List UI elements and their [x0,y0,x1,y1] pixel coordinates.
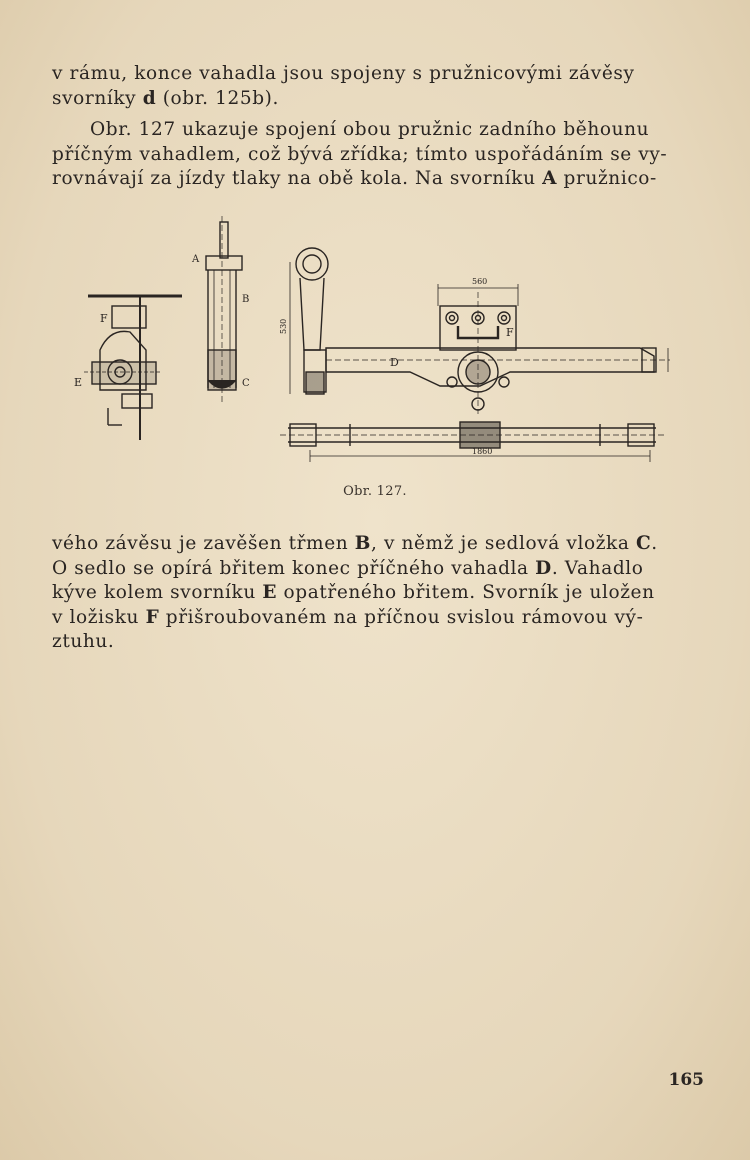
label-f-left: F [100,312,108,325]
paragraph-3 [52,532,700,655]
page-number: 165 [668,1070,704,1090]
beam-view [279,248,670,414]
label-a: A [192,254,200,265]
label-d: D [390,356,399,369]
text-line: v ložisku F přišroubovaném na příčnou svislou rámovou vý- [52,606,644,628]
text-line: příčným vahadlem, což bývá zřídka; tímto uspořádáním se vy- [52,143,668,165]
dim-top: 560 [472,277,488,286]
text-line: kýve kolem svorníku E opatřeného břitem. Svorník je uložen [52,582,655,603]
label-e: E [74,376,83,389]
text-line: svorníky d (obr. 125b). [52,87,279,109]
dim-bottom: 1860 [472,447,493,456]
dim-side: 530 [279,318,288,334]
text-line: vého závěsu je zavěšen třmen B, v němž je sedlová vložka C. [52,533,658,554]
text-line: O sedlo se opírá břitem konec příčného vahadla D. Vahadlo [52,557,644,579]
plan-view [280,422,664,462]
text-line: ztuhu. [52,631,115,652]
paragraph-2 [52,118,700,192]
text-line: Obr. 127 ukazuje spojení obou pružnic zadního běhounu [90,119,650,140]
technical-drawing-figure-127 [60,210,690,480]
left-bracket-view [74,296,182,440]
label-f-right: F [506,326,514,339]
label-c: C [242,378,250,389]
paragraph-1 [52,62,700,111]
text-line: v rámu, konce vahadla jsou spojeny s pružnicovými závěsy [52,63,635,84]
figure-caption: Obr. 127. [343,484,407,499]
text-line: rovnávají za jízdy tlaky na obě kola. Na svorníku A pružnico- [52,168,657,189]
label-b: B [242,294,250,305]
stirrup-view [191,216,250,402]
